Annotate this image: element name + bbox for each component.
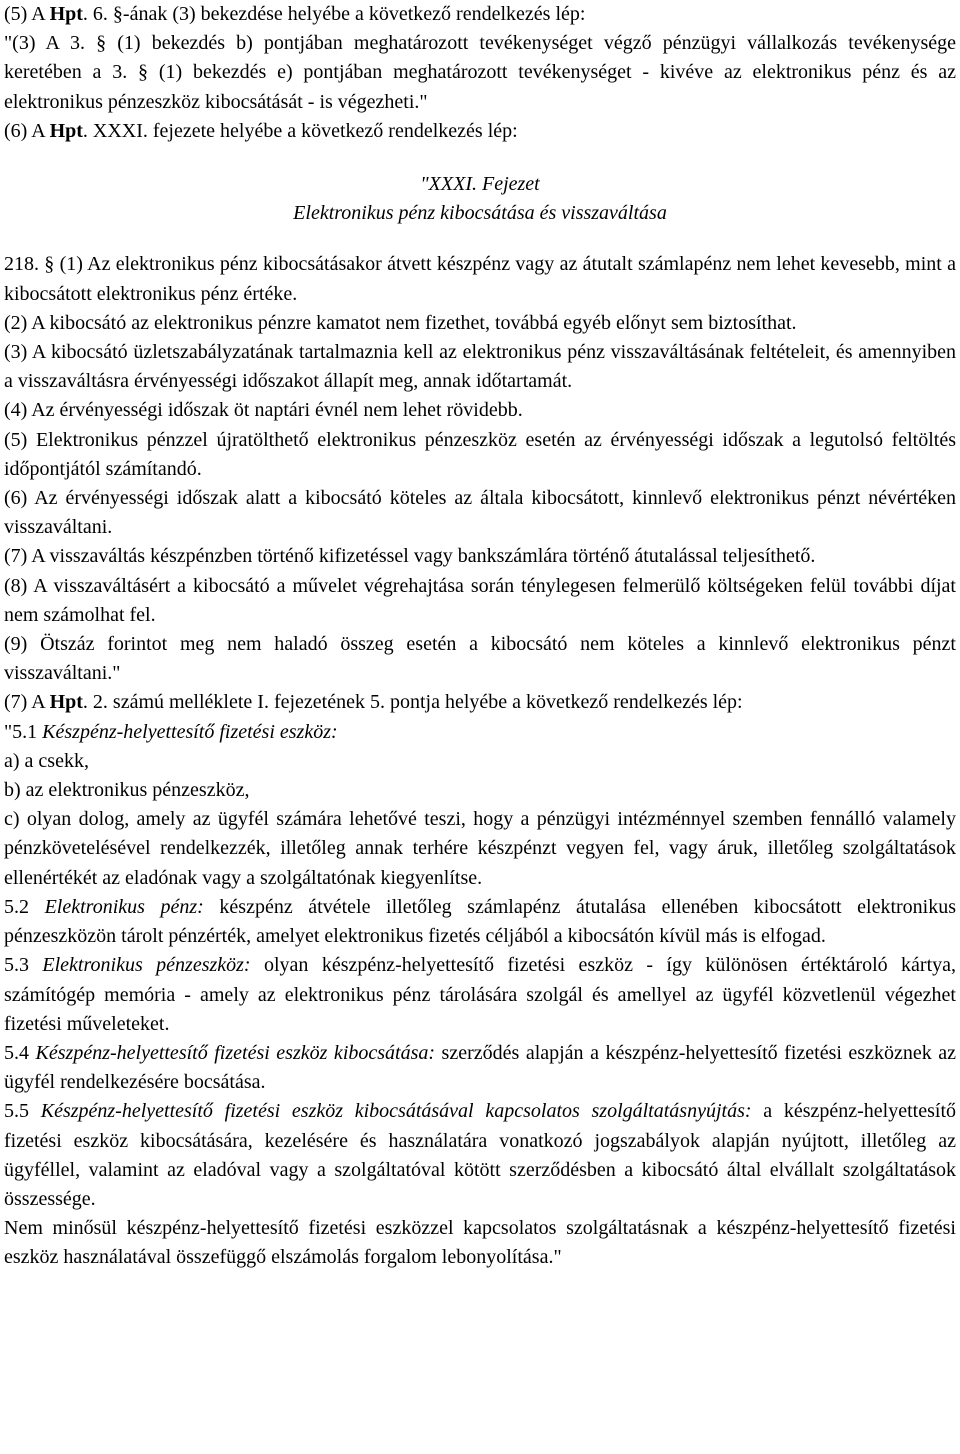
paragraph-5-quote: "(3) A 3. § (1) bekezdés b) pontjában meghatározott tevékenységet végző pénzügyi vállalkozás tevékenysége keretében a 3. § (1) bekezdés e) pontjában meghatározott tevékenységet - kivéve az elektronikus pénz és az elektronikus pénzeszköz kibocsátását - is végezheti." bbox=[4, 32, 956, 113]
section-218-paragraph-9: (9) Ötszáz forintot meg nem haladó összeg esetén a kibocsátó nem köteles a kinnlevő elektronikus pénzt visszaváltani." bbox=[4, 633, 956, 685]
chapter-heading-line-2: Elektronikus pénz kibocsátása és visszaváltása bbox=[293, 202, 667, 225]
spacer bbox=[4, 228, 956, 250]
list-item-a: a) a csekk, bbox=[4, 749, 89, 772]
def-5-5-num: 5.5 bbox=[4, 1100, 41, 1123]
paragraph-5-intro bbox=[4, 0, 956, 29]
def-5-2-num: 5.2 bbox=[4, 895, 45, 918]
section-218-paragraph-4: (4) Az érvényességi időszak öt naptári évnél nem lehet rövidebb. bbox=[4, 399, 523, 422]
def-5-3-term: Elektronikus pénzeszköz: bbox=[42, 954, 251, 977]
definition-5-1 bbox=[4, 718, 956, 747]
p6-text-1: (6) A bbox=[4, 119, 50, 142]
p7-hpt: Hpt bbox=[49, 691, 83, 714]
def-5-2-term: Elektronikus pénz: bbox=[44, 895, 204, 918]
def-5-1-num: "5.1 bbox=[4, 720, 43, 743]
p7-suffix: . 2. számú melléklete I. fejezetének 5. pontja helyébe a következő rendelkezés lép: bbox=[82, 691, 743, 714]
paragraph-7-intro bbox=[4, 688, 956, 717]
spacer bbox=[4, 146, 956, 170]
def-5-1-term: Készpénz-helyettesítő fizetési eszköz: bbox=[42, 720, 338, 743]
closing-paragraph: Nem minősül készpénz-helyettesítő fizetési eszközzel kapcsolatos szolgáltatásnak a készpénz-helyettesítő fizetési eszköz használatával összefüggő elszámolás forgalom lebonyolítása." bbox=[4, 1217, 956, 1269]
p5-text-2: . 6. §-ának (3) bekezdése helyébe a következő rendelkezés lép: bbox=[82, 3, 586, 25]
section-218-paragraph-6: (6) Az érvényességi időszak alatt a kibocsátó köteles az általa kibocsátott, kinnlevő elektronikus pénzt névértéken visszaváltani. bbox=[4, 487, 956, 539]
definition-5-4 bbox=[4, 1039, 956, 1097]
def-5-2-rest: készpénz átvétele illetőleg számlapénz átutalása ellenében kibocsátott elektronikus pénzeszközön tárolt pénzérték, amelyet elektronikus fizetés céljából a kibocsátón kívül más is elfogad. bbox=[4, 895, 957, 948]
def-5-3-rest: olyan készpénz-helyettesítő fizetési eszköz - így különösen értéktároló kártya, számítógép memória - amely az elektronikus pénz tárolására szolgál és amellyel az ügyfél közvetlenül végezhet fizetési műveleteket. bbox=[4, 954, 956, 1035]
definition-5-5 bbox=[4, 1097, 956, 1214]
def-5-5-term: Készpénz-helyettesítő fizetési eszköz kibocsátásával kapcsolatos szolgáltatásnyújtás: bbox=[40, 1100, 752, 1123]
p6-hpt: Hpt bbox=[49, 119, 83, 142]
def-5-3-num: 5.3 bbox=[4, 954, 43, 977]
paragraph-6-intro bbox=[4, 117, 956, 146]
chapter-heading-line-1: "XXXI. Fejezet bbox=[420, 173, 540, 196]
def-5-5-rest: a készpénz-helyettesítő fizetési eszköz kibocsátására, kezelésére és használatára vonatkozó jogszabályok alapján nyújtott, illetőleg az ügyféllel, valamint az eladóval vagy a szolgáltatóval kötött szerződésben a kibocsátó által elvállalt szolgáltatások összessége. bbox=[4, 1100, 956, 1210]
definition-5-3 bbox=[4, 951, 956, 1039]
section-218-paragraph-3: (3) A kibocsátó üzletszabályzatának tartalmaznia kell az elektronikus pénz visszaváltásának feltételeit, és amennyiben a visszaváltásra érvényességi időszakot állapít meg, annak időtartamát. bbox=[4, 341, 956, 393]
list-item-b: b) az elektronikus pénzeszköz, bbox=[4, 779, 250, 802]
def-5-4-term: Készpénz-helyettesítő fizetési eszköz kibocsátása: bbox=[35, 1041, 436, 1064]
definition-5-2 bbox=[4, 893, 956, 951]
def-5-4-num: 5.4 bbox=[4, 1041, 36, 1064]
p7-prefix: (7) A bbox=[4, 691, 50, 714]
section-218-paragraph-8: (8) A visszaváltásért a kibocsátó a művelet végrehajtása során ténylegesen felmerülő költségeken felül további díjat nem számolhat fel. bbox=[4, 574, 956, 626]
section-218-paragraph-7: (7) A visszaváltás készpénzben történő kifizetéssel vagy bankszámlára történő átutalással teljesíthető. bbox=[4, 545, 816, 568]
p5-text-1: (5) A bbox=[4, 3, 50, 25]
section-218-paragraph-1: 218. § (1) Az elektronikus pénz kibocsátásakor átvett készpénz vagy az átutalt számlapénz nem lehet kevesebb, mint a kibocsátott elektronikus pénz értéke. bbox=[4, 253, 956, 305]
section-218-paragraph-5: (5) Elektronikus pénzzel újratölthető elektronikus pénzeszköz esetén az érvényességi időszak a legutolsó feltöltés időpontjától számítandó. bbox=[4, 428, 956, 480]
p5-hpt: Hpt bbox=[49, 3, 83, 25]
def-5-4-rest: szerződés alapján a készpénz-helyettesítő fizetési eszköznek az ügyfél rendelkezésére bocsátása. bbox=[4, 1041, 957, 1094]
p6-text-2: . XXXI. fejezete helyébe a következő rendelkezés lép: bbox=[82, 119, 518, 142]
list-item-c: c) olyan dolog, amely az ügyfél számára lehetővé teszi, hogy a pénzügyi intézménnyel szemben fennálló valamely pénzkövetelésével rendelkezzék, illetőleg annak terhére készpénzt vegyen fel, vagy áruk, illetőleg szolgáltatások ellenértékét az eladónak vagy a szolgáltatónak kiegyenlítse. bbox=[4, 808, 956, 889]
section-218-paragraph-2: (2) A kibocsátó az elektronikus pénzre kamatot nem fizethet, továbbá egyéb előnyt sem biztosíthat. bbox=[4, 311, 797, 334]
